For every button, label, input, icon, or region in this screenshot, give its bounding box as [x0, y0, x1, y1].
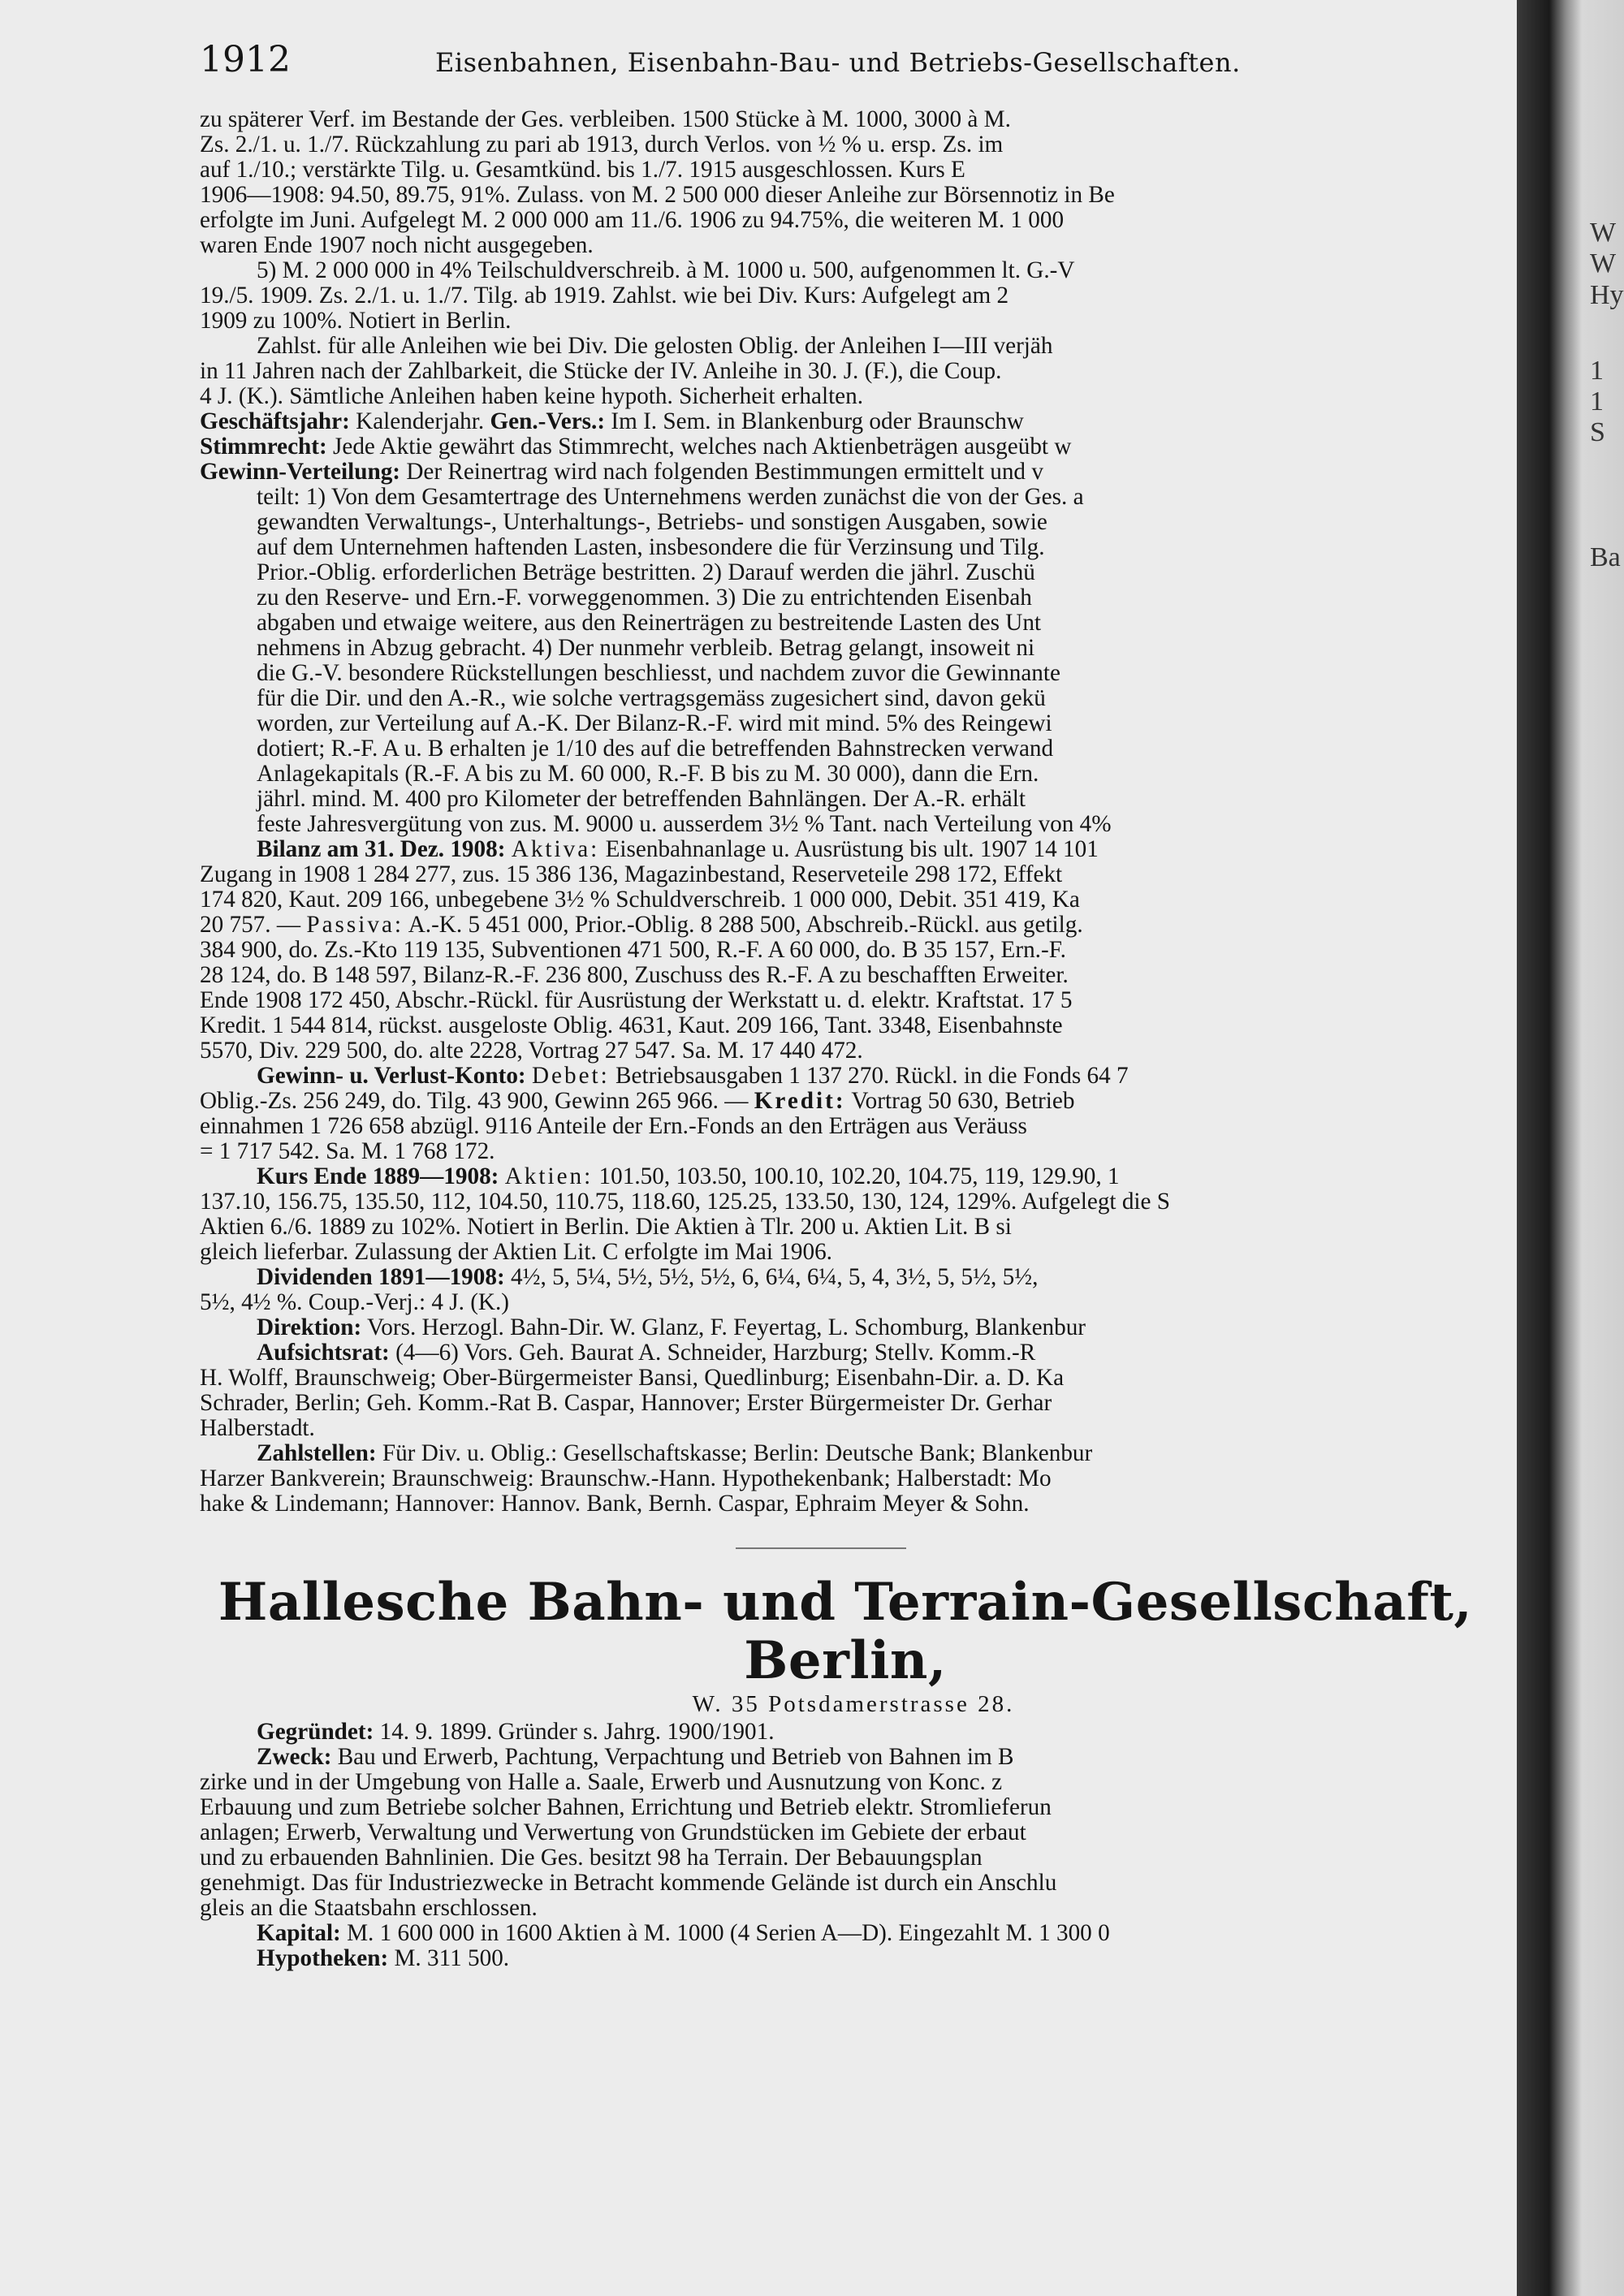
text-line: Erbauung und zum Betriebe solcher Bahnen, Errichtung und Betrieb elektr. Stromlieferun: [200, 1794, 1052, 1820]
gegruendet-label: Gegründet:: [257, 1719, 374, 1745]
text-line: 137.10, 156.75, 135.50, 112, 104.50, 110.75, 118.60, 125.25, 133.50, 130, 124, 129%. Aufgelegt die S: [200, 1189, 1171, 1215]
text-line: teilt: 1) Von dem Gesamtertrage des Unternehmens werden zunächst die von der Ges. a: [257, 484, 1084, 510]
zahlstellen-text: Für Div. u. Oblig.: Gesellschaftskasse; Berlin: Deutsche Bank; Blankenbur: [382, 1440, 1093, 1466]
gewinnkonto-label: Gewinn- u. Verlust-Konto:: [257, 1063, 526, 1089]
text-line: und zu erbauenden Bahnlinien. Die Ges. besitzt 98 ha Terrain. Der Bebauungsplan: [200, 1845, 983, 1871]
zahlstellen-label: Zahlstellen:: [257, 1440, 377, 1466]
aufsichtsrat-text: (4—6) Vors. Geh. Baurat A. Schneider, Harzburg; Stellv. Komm.-R: [395, 1340, 1036, 1366]
text-line: gleis an die Staatsbahn erschlossen.: [200, 1895, 538, 1921]
text-line: einnahmen 1 726 658 abzügl. 9116 Anteile der Ern.-Fonds an den Erträgen aus Veräuss: [200, 1113, 1027, 1139]
page-number: 1912: [200, 39, 291, 80]
text-line: 5570, Div. 229 500, do. alte 2228, Vortrag 27 547. Sa. M. 17 440 472.: [200, 1038, 863, 1064]
text-fragment: Oblig.-Zs. 256 249, do. Tilg. 43 900, Gewinn 265 966. —: [200, 1088, 749, 1114]
text-line: Zugang in 1908 1 284 277, zus. 15 386 136, Magazinbestand, Reserveteile 298 172, Effekt: [200, 861, 1063, 887]
text-column: [200, 107, 1507, 1971]
direktion-text: Vors. Herzogl. Bahn-Dir. W. Glanz, F. Feyertag, L. Schomburg, Blankenbur: [366, 1314, 1086, 1340]
text-line: 5) M. 2 000 000 in 4% Teilschuldverschreib. à M. 1000 u. 500, aufgenommen lt. G.-V: [257, 257, 1075, 283]
bilanz-text: Eisenbahnanlage u. Ausrüstung bis ult. 1907 14 101: [605, 836, 1099, 862]
kapital-label: Kapital:: [257, 1920, 341, 1946]
text-line: auf 1./10.; verstärkte Tilg. u. Gesamtkünd. bis 1./7. 1915 ausgeschlossen. Kurs E: [200, 157, 965, 183]
text-line: feste Jahresvergütung von zus. M. 9000 u. ausserdem 3½ % Tant. nach Verteilung von 4%: [257, 811, 1112, 837]
text-line: genehmigt. Das für Industriezwecke in Betracht kommende Gelände ist durch ein Anschlu: [200, 1870, 1057, 1896]
dividenden-label: Dividenden 1891—1908:: [257, 1264, 505, 1290]
text-line: erfolgte im Juni. Aufgelegt M. 2 000 000 am 11./6. 1906 zu 94.75%, die weiteren M. 1 000: [200, 207, 1065, 233]
text-line: 384 900, do. Zs.-Kto 119 135, Subventionen 471 500, R.-F. A 60 000, do. B 35 157, Ern.-F.: [200, 937, 1066, 963]
gutter-fragment: Hy: [1590, 280, 1624, 310]
text-line: Harzer Bankverein; Braunschweig: Braunschw.-Hann. Hypothekenbank; Halberstadt: Mo: [200, 1465, 1052, 1491]
company-address: W. 35 Potsdamerstrasse 28.: [692, 1691, 1015, 1717]
gegruendet-text: 14. 9. 1899. Gründer s. Jahrg. 1900/1901.: [379, 1719, 775, 1745]
gewinnkonto-text: Betriebsausgaben 1 137 270. Rückl. in die Fonds 64 7: [615, 1063, 1129, 1089]
kurs-label: Kurs Ende 1889—1908:: [257, 1163, 499, 1189]
text-line: H. Wolff, Braunschweig; Ober-Bürgermeister Bansi, Quedlinburg; Eisenbahn-Dir. a. D. Ka: [200, 1365, 1065, 1391]
geschaeftsjahr-text: Kalenderjahr.: [356, 408, 485, 434]
text-line: Zahlst. für alle Anleihen wie bei Div. Die gelosten Oblig. der Anleihen I—III verjäh: [257, 333, 1053, 359]
zweck-label: Zweck:: [257, 1744, 332, 1770]
text-line: 5½, 4½ %. Coup.-Verj.: 4 J. (K.): [200, 1289, 510, 1315]
text-line: Schrader, Berlin; Geh. Komm.-Rat B. Caspar, Hannover; Erster Bürgermeister Dr. Gerhar: [200, 1390, 1052, 1416]
stimmrecht-label: Stimmrecht:: [200, 434, 327, 460]
text-line: gewandten Verwaltungs-, Unterhaltungs-, Betriebs- und sonstigen Ausgaben, sowie: [257, 509, 1047, 535]
gutter-fragment: Ba: [1590, 542, 1621, 572]
kapital-text: M. 1 600 000 in 1600 Aktien à M. 1000 (4 Serien A—D). Eingezahlt M. 1 300 0: [347, 1920, 1110, 1946]
text-line: Prior.-Oblig. erforderlichen Beträge bestritten. 2) Darauf werden die jährl. Zuschü: [257, 559, 1035, 585]
zahlstellen-line: [200, 1441, 1507, 1466]
text-line: zu den Reserve- und Ern.-F. vorweggenommen. 3) Die zu entrichtenden Eisenbah: [257, 585, 1032, 611]
bilanz-label: Bilanz am 31. Dez. 1908:: [257, 836, 506, 862]
text-line: Kredit. 1 544 814, rückst. ausgeloste Oblig. 4631, Kaut. 209 166, Tant. 3348, Eisenbahnste: [200, 1012, 1063, 1038]
passiva-label: Passiva:: [306, 912, 404, 938]
aktiva-label: Aktiva:: [511, 836, 600, 862]
text-line: 28 124, do. B 148 597, Bilanz-R.-F. 236 800, Zuschuss des R.-F. A zu beschafften Erweiter.: [200, 962, 1069, 988]
aufsichtsrat-line: [200, 1340, 1507, 1366]
direktion-label: Direktion:: [257, 1314, 362, 1340]
text-line: 19./5. 1909. Zs. 2./1. u. 1./7. Tilg. ab 1919. Zahlst. wie bei Div. Kurs: Aufgelegt am 2: [200, 283, 1009, 309]
kapital-line: [200, 1921, 1507, 1946]
text-line: zu späterer Verf. im Bestande der Ges. verbleiben. 1500 Stücke à M. 1000, 3000 à M.: [200, 106, 1011, 132]
text-line: abgaben und etwaige weitere, aus den Reinerträgen zu bestreitende Lasten des Unt: [257, 610, 1042, 636]
aufsichtsrat-label: Aufsichtsrat:: [257, 1340, 390, 1366]
text-line: = 1 717 542. Sa. M. 1 768 172.: [200, 1138, 495, 1164]
gen-vers-text: Im I. Sem. in Blankenburg oder Braunschw: [611, 408, 1024, 434]
debet-label: Debet:: [531, 1063, 610, 1089]
gewinnverteilung-label: Gewinn-Verteilung:: [200, 459, 401, 485]
text-line: waren Ende 1907 noch nicht ausgegeben.: [200, 232, 594, 258]
text-line: Halberstadt.: [200, 1415, 315, 1441]
section-divider: [736, 1547, 906, 1549]
gutter-fragment: W: [1590, 218, 1617, 248]
text-line: Anlagekapitals (R.-F. A bis zu M. 60 000, R.-F. B bis zu M. 30 000), dann die Ern.: [257, 761, 1039, 787]
text-line: 4 J. (K.). Sämtliche Anleihen haben keine hypoth. Sicherheit erhalten.: [200, 383, 864, 409]
text-line: zirke und in der Umgebung von Halle a. Saale, Erwerb und Ausnutzung von Konc. z: [200, 1769, 1003, 1795]
text-line: worden, zur Verteilung auf A.-K. Der Bilanz-R.-F. wird mit mind. 5% des Reingewi: [257, 710, 1052, 736]
text-line: Aktien 6./6. 1889 zu 102%. Notiert in Berlin. Die Aktien à Tlr. 200 u. Aktien Lit. B si: [200, 1214, 1012, 1240]
text-line: 174 820, Kaut. 209 166, unbegebene 3½ % Schuldverschreib. 1 000 000, Debit. 351 419, Ka: [200, 887, 1080, 913]
kredit-line: [200, 1089, 1507, 1114]
gutter-fragment: W: [1590, 248, 1617, 278]
text-line: hake & Lindemann; Hannover: Hannov. Bank, Bernh. Caspar, Ephraim Meyer & Sohn.: [200, 1491, 1030, 1517]
page-header: [200, 39, 1515, 88]
hypotheken-line: [200, 1946, 1507, 1971]
passiva-line: [200, 913, 1507, 938]
text-line: für die Dir. und den A.-R., wie solche vertragsgemäss zugesichert sind, davon gekü: [257, 685, 1046, 711]
hypotheken-text: M. 311 500.: [394, 1945, 510, 1971]
text-line: in 11 Jahren nach der Zahlbarkeit, die Stücke der IV. Anleihe in 30. J. (F.), die Coup.: [200, 358, 1002, 384]
zweck-line: [200, 1745, 1507, 1770]
text-line: Ende 1908 172 450, Abschr.-Rückl. für Ausrüstung der Werkstatt u. d. elektr. Kraftstat. 17 5: [200, 987, 1073, 1013]
text-line: Zs. 2./1. u. 1./7. Rückzahlung zu pari ab 1913, durch Verlos. von ½ % u. ersp. Zs. im: [200, 132, 1004, 158]
text-line: dotiert; R.-F. A u. B erhalten je 1/10 des auf die betreffenden Bahnstrecken verwand: [257, 736, 1054, 762]
text-line: nehmens in Abzug gebracht. 4) Der nunmehr verbleib. Betrag gelangt, insoweit ni: [257, 635, 1035, 661]
text-line: 1909 zu 100%. Notiert in Berlin.: [200, 308, 512, 334]
gutter-fragment: S: [1590, 417, 1605, 447]
geschaeftsjahr-line: [200, 409, 1507, 434]
stimmrecht-line: [200, 434, 1507, 460]
book-gutter: [1517, 0, 1624, 2296]
gewinnkonto-line: [200, 1064, 1507, 1089]
bilanz-line: [200, 837, 1507, 862]
geschaeftsjahr-label: Geschäftsjahr:: [200, 408, 350, 434]
gen-vers-label: Gen.-Vers.:: [490, 408, 606, 434]
text-line: 1906—1908: 94.50, 89.75, 91%. Zulass. von M. 2 500 000 dieser Anleihe zur Börsennotiz in Be: [200, 182, 1115, 208]
zweck-text: Bau und Erwerb, Pachtung, Verpachtung und Betrieb von Bahnen im B: [337, 1744, 1014, 1770]
gutter-fragment: 1: [1590, 356, 1604, 386]
text-fragment: A.-K. 5 451 000, Prior.-Oblig. 8 288 500, Abschreib.-Rückl. aus getilg.: [408, 912, 1083, 938]
dividenden-text: 4½, 5, 5¼, 5½, 5½, 5½, 6, 6¼, 6¼, 5, 4, 3½, 5, 5½, 5½,: [510, 1264, 1039, 1290]
stimmrecht-text: Jede Aktie gewährt das Stimmrecht, welches nach Aktienbeträgen ausgeübt w: [333, 434, 1072, 460]
text-fragment: 20 757. —: [200, 912, 301, 938]
text-line: anlagen; Erwerb, Verwaltung und Verwertung von Grundstücken im Gebiete der erbaut: [200, 1819, 1026, 1845]
company-title: Hallesche Bahn- und Terrain-Gesellschaft, Berlin,: [218, 1572, 1473, 1691]
aktien-label: Aktien:: [504, 1163, 594, 1189]
gegruendet-line: [200, 1720, 1507, 1745]
text-line: die G.-V. besondere Rückstellungen beschliesst, und nachdem zuvor die Gewinnante: [257, 660, 1060, 686]
text-line: gleich lieferbar. Zulassung der Aktien Lit. C erfolgte im Mai 1906.: [200, 1239, 832, 1265]
text-line: jährl. mind. M. 400 pro Kilometer der betreffenden Bahnlängen. Der A.-R. erhält: [257, 786, 1026, 812]
direktion-line: [200, 1315, 1507, 1340]
text-line: auf dem Unternehmen haftenden Lasten, insbesondere die für Verzinsung und Tilg.: [257, 534, 1045, 560]
text-fragment: Vortrag 50 630, Betrieb: [851, 1088, 1075, 1114]
dividenden-line: [200, 1265, 1507, 1290]
kurs-text: 101.50, 103.50, 100.10, 102.20, 104.75, 119, 129.90, 1: [598, 1163, 1120, 1189]
gutter-fragment: 1: [1590, 386, 1604, 416]
kurs-line: [200, 1164, 1507, 1189]
running-title: Eisenbahnen, Eisenbahn-Bau- und Betriebs-Gesellschaften.: [435, 47, 1241, 78]
gewinnverteilung-text: Der Reinertrag wird nach folgenden Bestimmungen ermittelt und v: [406, 459, 1043, 485]
hypotheken-label: Hypotheken:: [257, 1945, 389, 1971]
gewinnverteilung-line: [200, 460, 1507, 485]
kredit-label: Kredit:: [754, 1088, 846, 1114]
